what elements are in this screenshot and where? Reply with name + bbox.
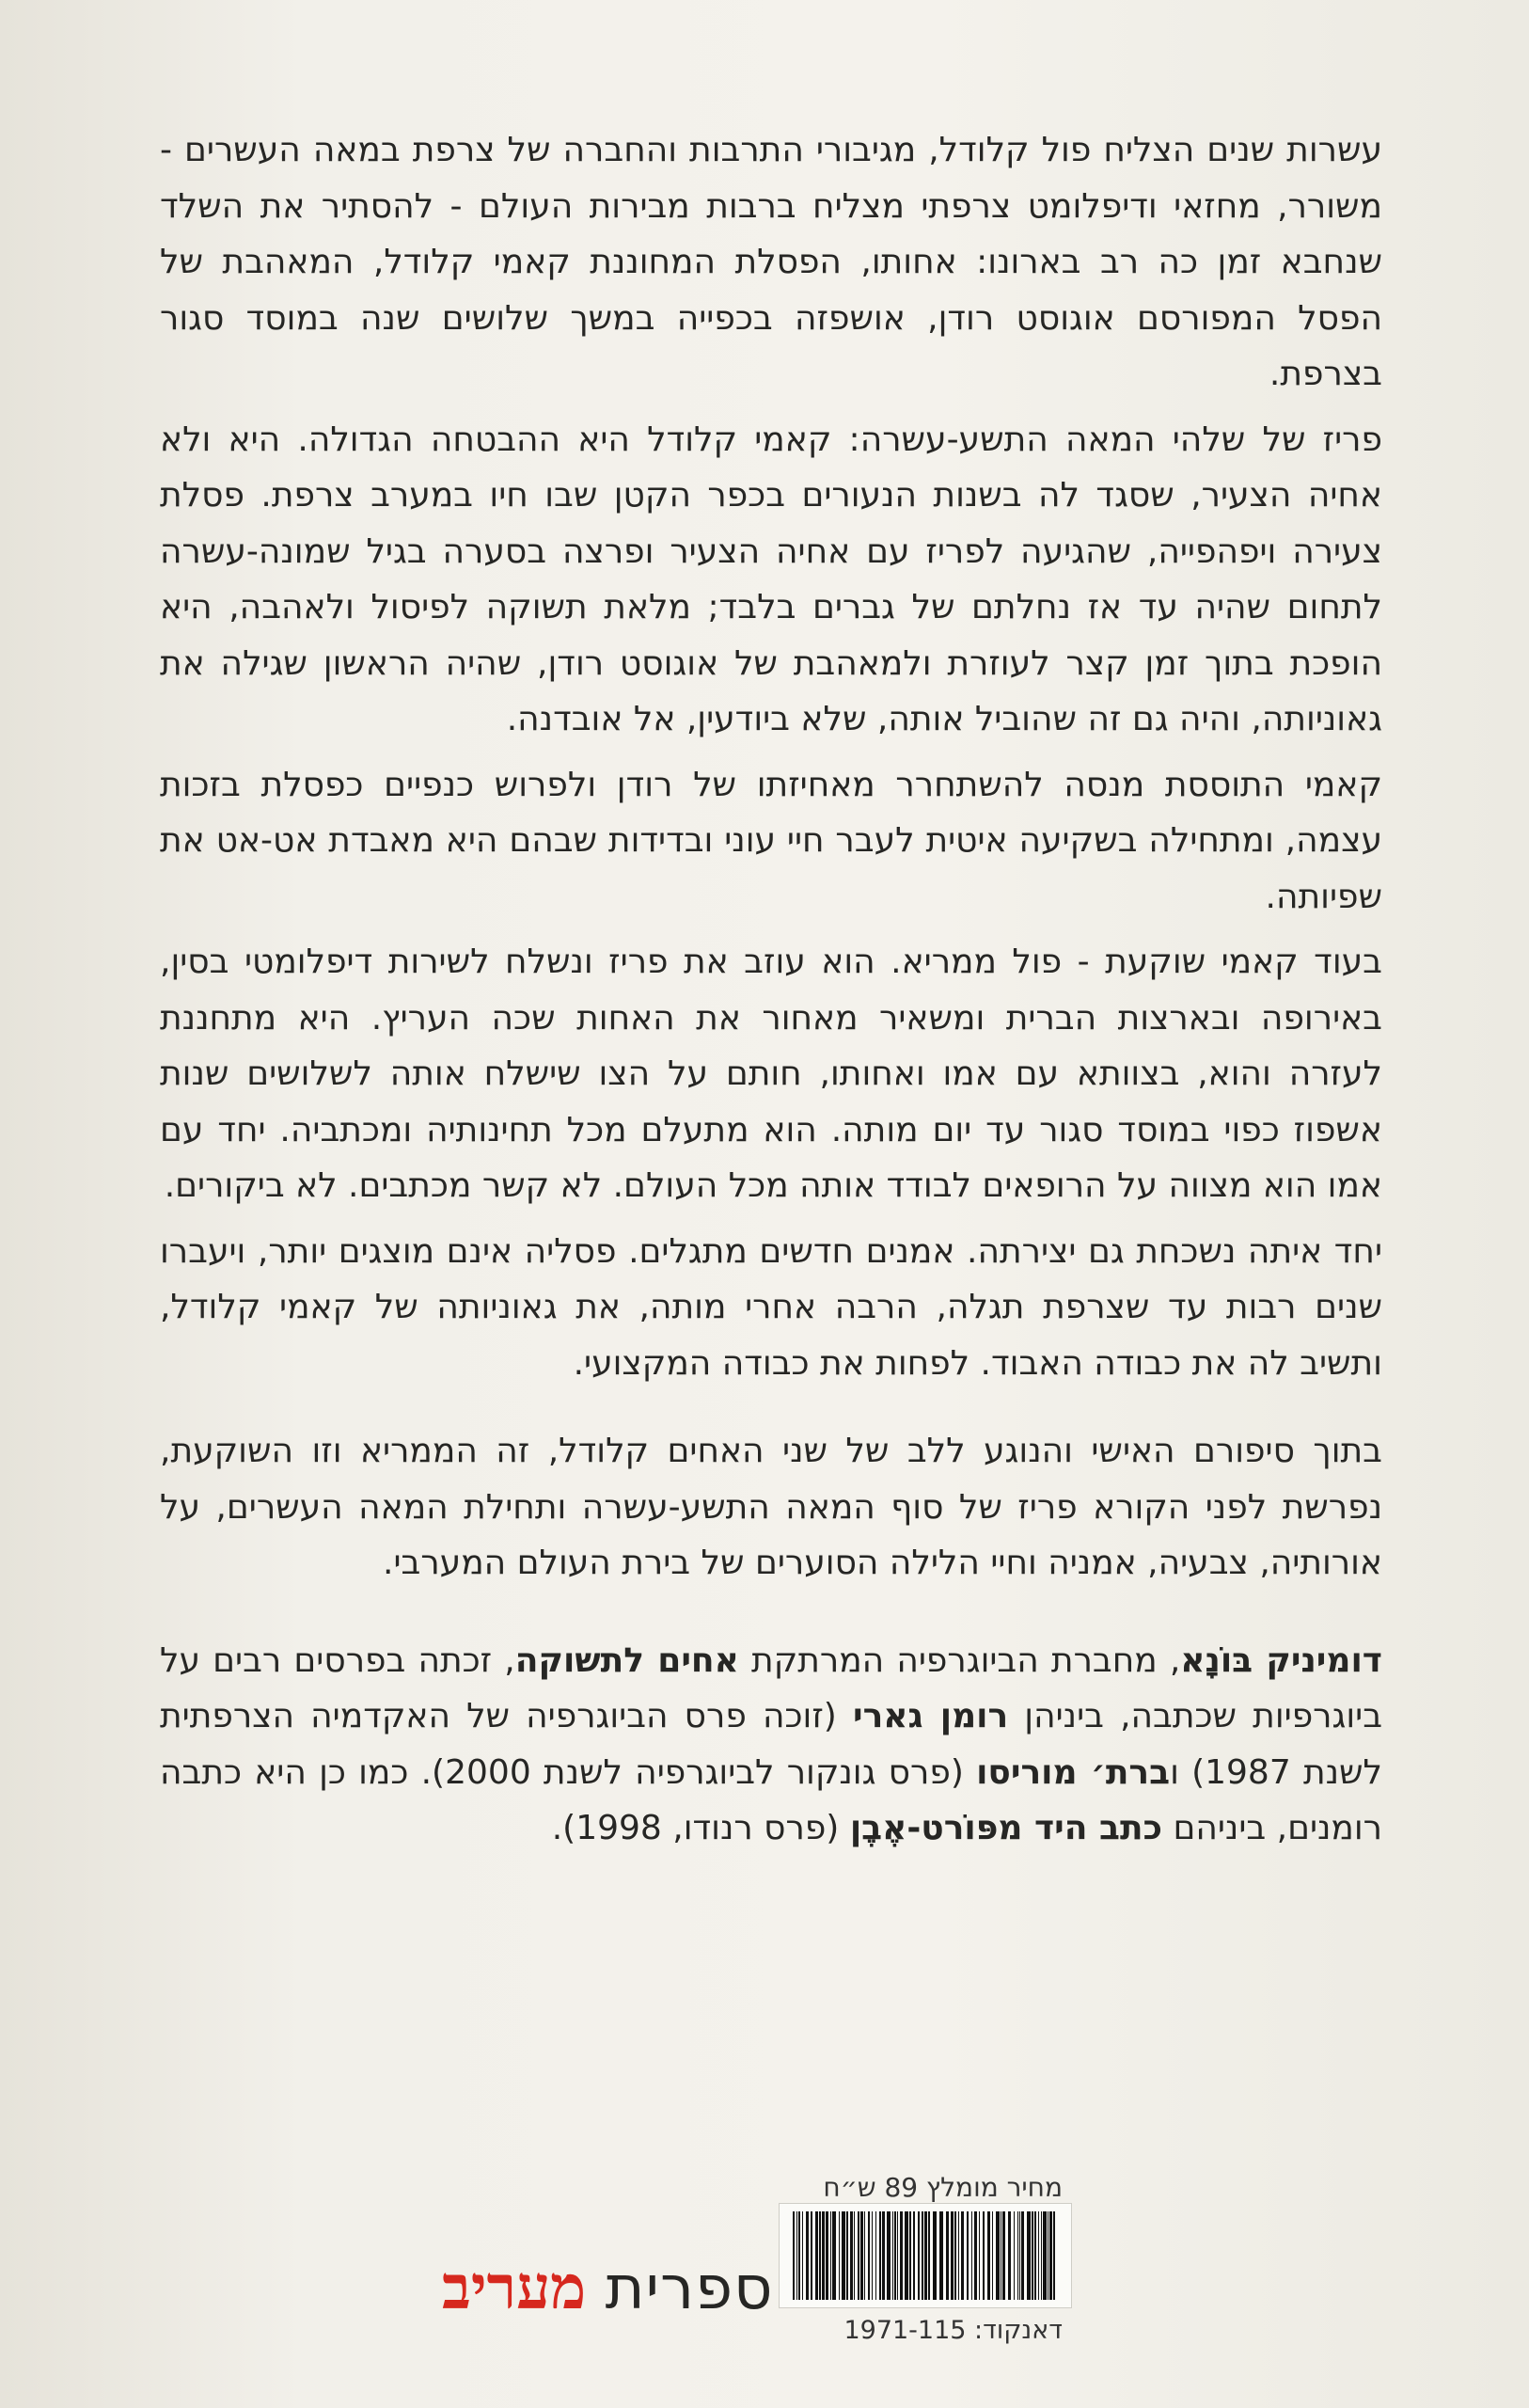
- book-title-1: אחים לתשוקה: [514, 1640, 739, 1680]
- barcode-bar: [887, 2211, 891, 2300]
- barcode-bar: [819, 2211, 821, 2300]
- barcode-bar: [1002, 2211, 1005, 2300]
- barcode-bar: [796, 2211, 797, 2300]
- barcode-bar: [793, 2211, 795, 2300]
- barcode-bar: [924, 2211, 927, 2300]
- barcode-bar: [1019, 2211, 1020, 2300]
- barcode-bar: [1043, 2211, 1047, 2300]
- author-bio: [160, 1633, 1382, 1857]
- barcode-bar: [979, 2211, 980, 2300]
- barcode-bar: [815, 2211, 818, 2300]
- barcode: [779, 2203, 1072, 2308]
- barcode-bar: [939, 2211, 943, 2300]
- blurb-paragraph-6: בתוך סיפורם האישי והנוגע ללב של שני האחים קלודל, זה הממריא וזו השוקעת, נפרשת לפני הקורא פריז של סוף המאה התשע-עשרה ותחילת המאה העשרים, על אורותיה, צבעיה, אמניה וחיי הלילה הסוערים של בירת העולם המערבי.: [160, 1432, 1382, 1582]
- barcode-bar: [928, 2211, 930, 2300]
- barcode-bar: [1049, 2211, 1052, 2300]
- barcode-bar: [806, 2211, 809, 2300]
- barcode-bar: [830, 2211, 831, 2300]
- barcode-bar: [983, 2211, 985, 2300]
- barcode-bar: [961, 2211, 964, 2300]
- barcode-bar: [1021, 2211, 1024, 2300]
- publisher-prefix: ספרית: [605, 2254, 774, 2323]
- barcode-bar: [967, 2211, 969, 2300]
- bio-text-2: , זכתה בפרסים רבים על ביוגרפיות שכתבה, ביניהן: [160, 1640, 1383, 1735]
- barcode-bar: [892, 2211, 893, 2300]
- danacode-label: דאנקוד: 1971-115: [843, 2316, 1063, 2345]
- publisher-brand: מעריב: [442, 2253, 587, 2323]
- blurb-text: [160, 122, 1382, 1866]
- blurb-paragraph-3: קאמי התוססת מנסה להשתחרר מאחיזתו של רודן ולפרוש כנפיים כפסלת בזכות עצמה, ומתחילה בשקיעה איטית לעבר חיי עוני ובדידות שבהם היא מאבדת אט-אט את שפיותה.: [160, 765, 1382, 916]
- book-title-4: כתב היד מפּוֹרט-אֶבֶן: [849, 1809, 1162, 1847]
- publisher-logo: [442, 2246, 774, 2331]
- barcode-bar: [951, 2211, 954, 2300]
- barcode-bar: [1041, 2211, 1042, 2300]
- barcode-bar: [872, 2211, 873, 2300]
- barcode-bar: [879, 2211, 881, 2300]
- barcode-bar: [875, 2211, 876, 2300]
- barcode-bar: [971, 2211, 972, 2300]
- price-label: מחיר מומלץ 89 ש״ח: [823, 2172, 1063, 2203]
- barcode-bar: [1017, 2211, 1018, 2300]
- barcode-bar: [905, 2211, 908, 2300]
- barcode-bar: [913, 2211, 915, 2300]
- author-name: דומיניק בּוֹנָא: [1180, 1640, 1382, 1680]
- barcode-bar: [974, 2211, 977, 2300]
- bio-text-1: , מחברת הביוגרפיה המרתקת: [738, 1640, 1181, 1680]
- barcode-bar: [918, 2211, 920, 2300]
- barcode-bar: [798, 2211, 800, 2300]
- barcode-bar: [854, 2211, 855, 2300]
- barcode-icon: [789, 2211, 1062, 2300]
- barcode-bar: [1038, 2211, 1039, 2300]
- barcode-bar: [850, 2211, 853, 2300]
- barcode-bar: [1027, 2211, 1031, 2300]
- bio-text-4: (פרס גונקור לביוגרפיה לשנת 2000). כמו כן היא כתבה רומנים, ביניהם: [160, 1752, 1382, 1847]
- barcode-bar: [832, 2211, 836, 2300]
- barcode-bar: [826, 2211, 828, 2300]
- barcode-bar: [900, 2211, 903, 2300]
- blurb-paragraph-5: יחד איתה נשכחת גם יצירתה. אמנים חדשים מתגלים. פסליה אינם מוצגים יותר, ויעברו שנים רבות עד שצרפת תגלה, הרבה אחרי מותה, את גאוניותה של קאמי קלודל, ותשיב לה את כבודה האבוד. לפחות את כבודה המקצועי.: [160, 1231, 1382, 1383]
- barcode-bar: [897, 2211, 898, 2300]
- barcode-bar: [864, 2211, 865, 2300]
- blurb-paragraph-2: פריז של שלהי המאה התשע-עשרה: קאמי קלודל היא ההבטחה הגדולה. היא ולא אחיה הצעיר, שסגד לה בשנות הנעורים בכפר הקטן שבו חיו במערב צרפת. פסלת צעירה ויפהפייה, שהגיעה לפריז עם אחיה הצעיר ופרצה בסערה בגיל שמונה-עשרה לתחום שהיה עד אז נחלתם של גברים בלבד; מלאת תשוקה לפיסול ולאהבה, היא הופכת בתוך זמן קצר לעוזרת ולמאהבת של אוגוסט רודן, שהיה הראשון שגילה את גאוניותה, והיה גם זה שהוביל אותה, שלא ביודעין, אל אובדנה.: [160, 420, 1382, 738]
- barcode-bar: [1053, 2211, 1055, 2300]
- barcode-bar: [842, 2211, 845, 2300]
- blurb-paragraph-1: עשרות שנים הצליח פול קלודל, מגיבורי התרבות והחברה של צרפת במאה העשרים - משורר, מחזאי ודיפלומט צרפתי מצליח ברבות מבירות העולם - להסתיר את השלד שנחבא זמן כה רב בארונו: אחותו, הפסלת המחוננת קאמי קלודל, המאהבת של הפסל המפורסם אוגוסט רודן, אושפזה בכפייה במשך שלושים שנה במוסד סגור בצרפת.: [160, 131, 1382, 393]
- barcode-bar: [933, 2211, 937, 2300]
- barcode-bar: [909, 2211, 911, 2300]
- barcode-bar: [1014, 2211, 1015, 2300]
- barcode-bar: [946, 2211, 949, 2300]
- bio-text-3: (זוכה פרס הביוגרפיה של האקדמיה הצרפתית לשנת 1987) ו: [160, 1697, 1382, 1792]
- barcode-bar: [868, 2211, 870, 2300]
- bio-text-5: (פרס רנודו, 1998).: [551, 1809, 850, 1847]
- barcode-bar: [987, 2211, 990, 2300]
- barcode-bar: [954, 2211, 956, 2300]
- barcode-bar: [858, 2211, 859, 2300]
- barcode-bar: [1034, 2211, 1036, 2300]
- barcode-bar: [846, 2211, 848, 2300]
- book-title-3: ברת׳ מוריסו: [976, 1752, 1171, 1792]
- barcode-bar: [839, 2211, 840, 2300]
- barcode-bar: [860, 2211, 863, 2300]
- barcode-bar: [958, 2211, 959, 2300]
- barcode-bar: [811, 2211, 812, 2300]
- barcode-bar: [894, 2211, 896, 2300]
- barcode-bar: [1008, 2211, 1011, 2300]
- barcode-bar: [1032, 2211, 1033, 2300]
- barcode-bar: [996, 2211, 1000, 2300]
- barcode-bar: [992, 2211, 993, 2300]
- blurb-paragraph-4: בעוד קאמי שוקעת - פול ממריא. הוא עוזב את פריז ונשלח לשירות דיפלומטי בסין, באירופה ובארצות הברית ומשאיר מאחור את האחות שכה העריץ. היא מתחננת לעזרה והוא, בצוותא עם אמו ואחותו, חותם על הצו שישלח אותה לשלושים שנות אשפוז כפוי במוסד סגור עד יום מותה. הוא מתעלם מכל תחינותיה ומכתביה. יחד עם אמו הוא מצווה על הרופאים לבודד אותה מכל העולם. לא קשר מכתבים. לא ביקורים.: [160, 943, 1382, 1205]
- barcode-bar: [802, 2211, 803, 2300]
- barcode-bar: [922, 2211, 923, 2300]
- barcode-bar: [822, 2211, 825, 2300]
- barcode-bar: [882, 2211, 885, 2300]
- book-title-2: רומן גארי: [852, 1697, 1009, 1735]
